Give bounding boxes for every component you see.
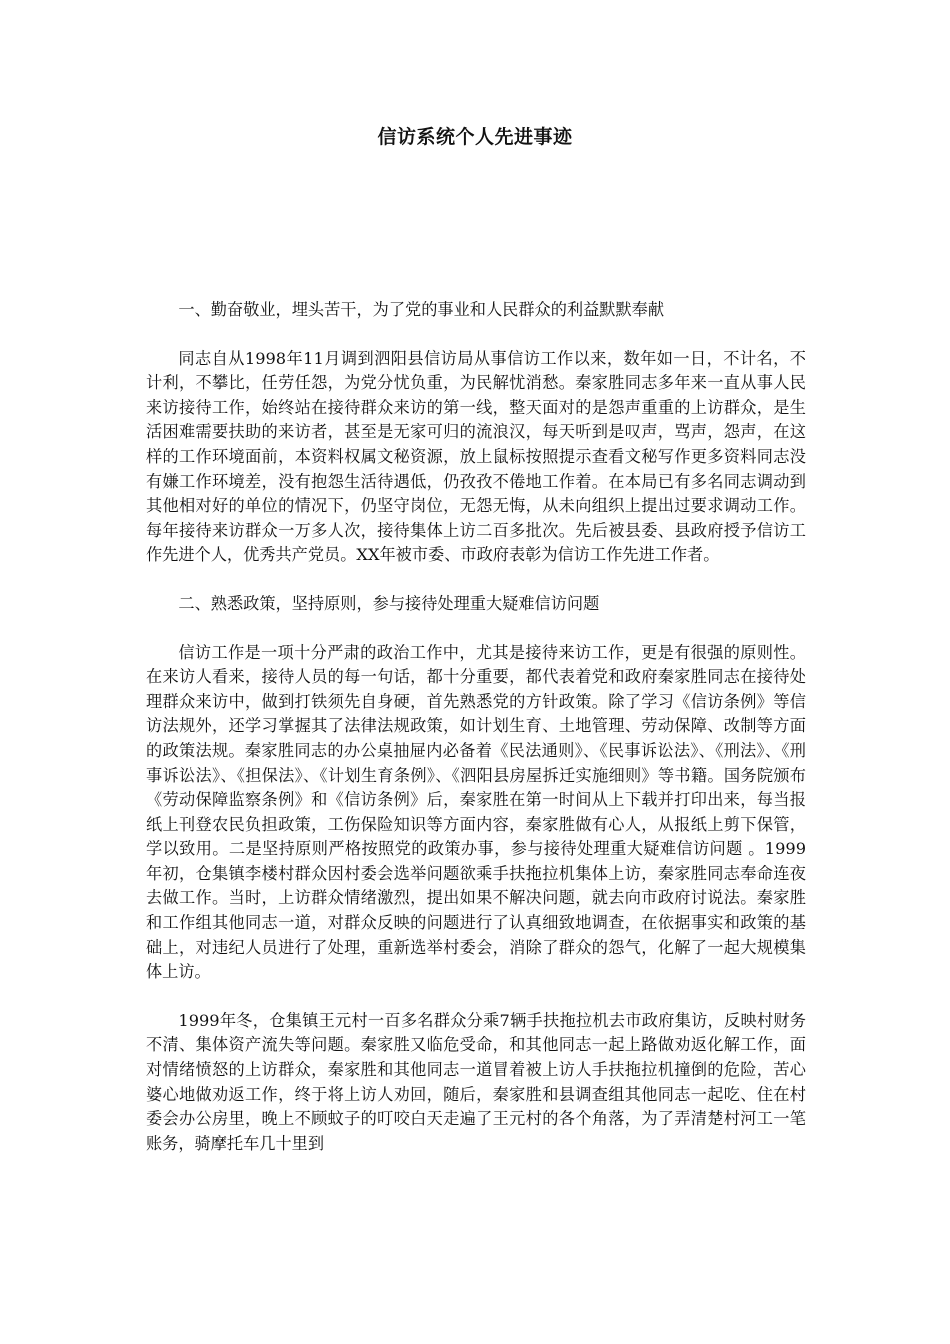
document-title: 信访系统个人先进事迹 [377, 126, 573, 148]
section-heading-2: 二、熟悉政策，坚持原则，参与接待处理重大疑难信访问题 [178, 593, 600, 613]
paragraph-1: 同志自从1998年11月调到泗阳县信访局从事信访工作以来，数年如一日，不计名，不计利，不攀比，任劳任怨，为党分忧负重，为民解忧消愁。秦家胜同志多年来一直从事人民来访接待工作，始终站在接待群众来访的第一线，整天面对的是怨声重重的上访群众，是生活困难需要扶助的来访者，甚至是无家可归的流浪汉，每天听到是叹声，骂声，怨声，在这样的工作环境面前，本资料权属文秘资源，放上鼠标按照提示查看文秘写作更多资料同志没有嫌工作环境差，没有抱怨生活待遇低，仍孜孜不倦地工作着。在本局已有多名同志调动到其他相对好的单位的情况下，仍坚守岗位，无怨无悔，从未向组织上提出过要求调动工作。每年接待来访群众一万多人次，接待集体上访二百多批次。先后被县委、县政府授予信访工作先进个人，优秀共产党员。XX年被市委、市政府表彰为信访工作先进工作者。 [146, 348, 806, 565]
document-body [146, 298, 806, 1180]
paragraph-2: 信访工作是一项十分严肃的政治工作中，尤其是接待来访工作，更是有很强的原则性。在来访人看来，接待人员的每一句话，都十分重要，都代表着党和政府秦家胜同志在接待处理群众来访中，做到打铁须先自身硬，首先熟悉党的方针政策。除了学习《信访条例》等信访法规外，还学习掌握其了法律法规政策，如计划生育、土地管理、劳动保障、改制等方面的政策法规。秦家胜同志的办公桌抽屉内必备着《民法通则》、《民事诉讼法》、《刑法》、《刑事诉讼法》、《担保法》、《计划生育条例》、《泗阳县房屋拆迁实施细则》等书籍。国务院颁布《劳动保障监察条例》和《信访条例》后，秦家胜在第一时间从上下载并打印出来，每当报纸上刊登农民负担政策，工伤保险知识等方面内容，秦家胜做有心人，从报纸上剪下保管，学以致用。二是坚持原则严格按照党的政策办事，参与接待处理重大疑难信访问题 。1999年初，仓集镇李楼村群众因村委会选举问题欲乘手扶拖拉机集体上访，秦家胜同志奉命连夜去做工作。当时，上访群众情绪激烈，提出如果不解决问题，就去向市政府讨说法。秦家胜和工作组其他同志一道，对群众反映的问题进行了认真细致地调查，在依据事实和政策的基础上，对违纪人员进行了处理，重新选举村委会，消除了群众的怨气，化解了一起大规模集体上访。 [146, 642, 806, 982]
section-heading-1: 一、勤奋敬业，埋头苦干，为了党的事业和人民群众的利益默默奉献 [178, 300, 665, 319]
paragraph-3: 1999年冬，仓集镇王元村一百多名群众分乘7辆手扶拖拉机去市政府集访，反映村财务不清、集体资产流失等问题。秦家胜又临危受命，和其他同志一起上路做劝返化解工作，面对情绪愤怒的上访群众，秦家胜和其他同志一道冒着被上访人手扶拖拉机撞倒的危险，苦心婆心地做劝返工作，终于将上访人劝回，随后，秦家胜和县调查组其他同志一起吃、住在村委会办公房里，晚上不顾蚊子的叮咬白天走遍了王元村的各个角落，为了弄清楚村河工一笔账务，骑摩托车几十里到 [146, 1010, 806, 1153]
